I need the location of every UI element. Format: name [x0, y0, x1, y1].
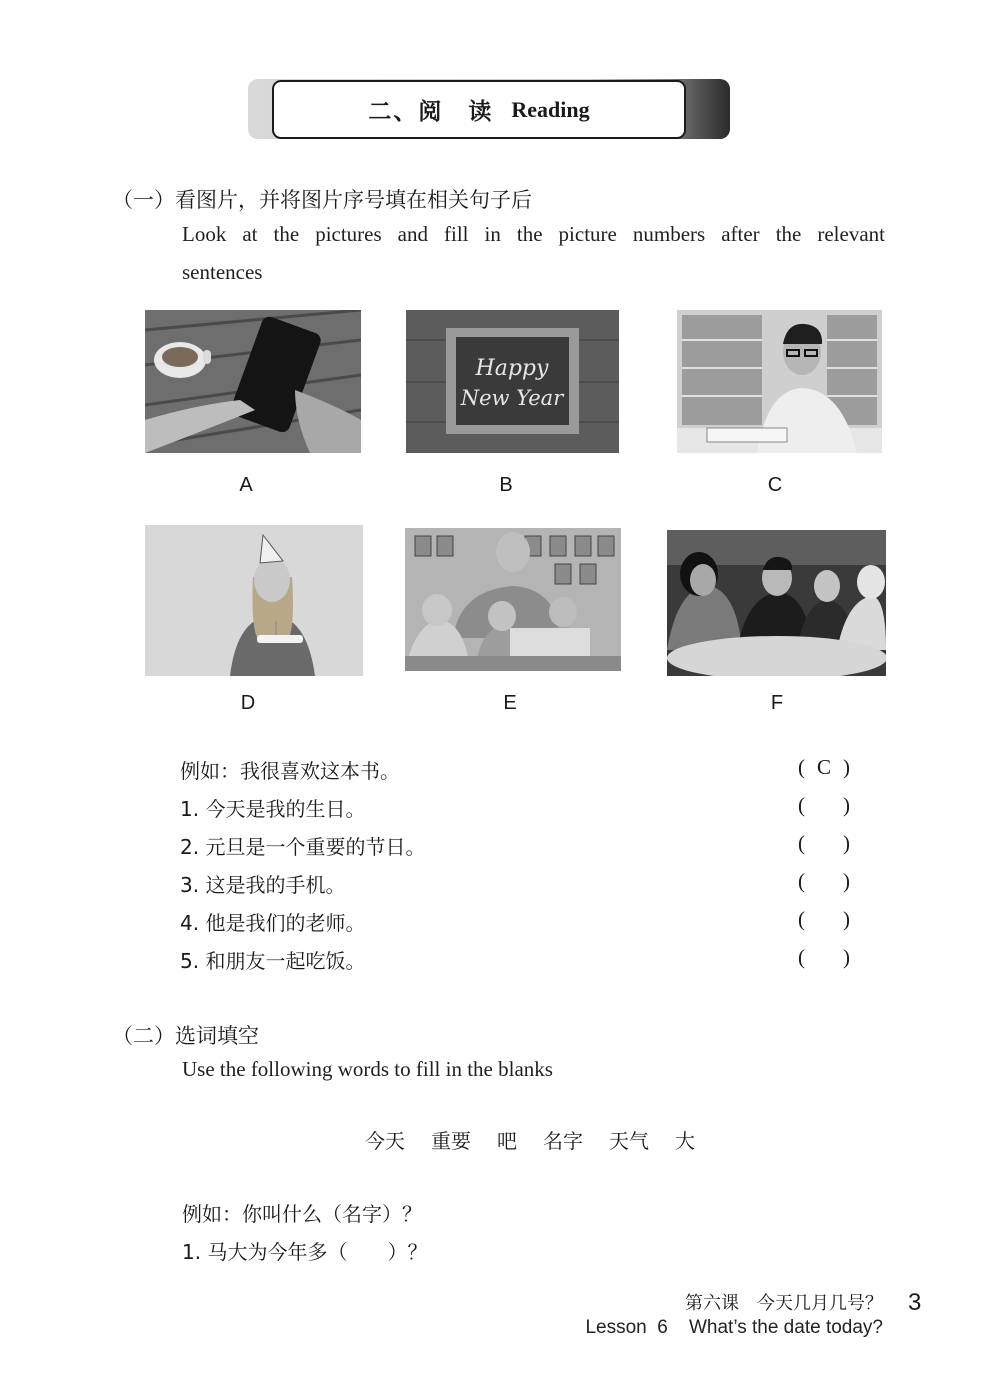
- banner-title-cn: 二、阅 读: [368, 99, 494, 125]
- chalkboard-text-1: Happy: [475, 356, 549, 381]
- part1-question-example: [180, 755, 850, 789]
- word-bank-item: 名字: [543, 1129, 583, 1153]
- footer-lesson-cn: 第六课 今天几月几号？: [685, 1293, 883, 1314]
- part1-heading: （一）看图片，并将图片序号填在相关句子后: [112, 188, 532, 212]
- part1-question-4: [180, 907, 850, 941]
- answer-blank[interactable]: ( ): [798, 793, 850, 817]
- part1-question-1: [180, 793, 850, 827]
- answer-blank[interactable]: ( ): [798, 869, 850, 893]
- part1-instruction-line1: Look at the pictures and fill in the picture numbers after the relevant: [182, 222, 885, 246]
- question-text: 2. 元旦是一个重要的节日。: [180, 835, 426, 859]
- question-text: 3. 这是我的手机。: [180, 873, 346, 897]
- picture-e: [405, 528, 621, 671]
- answer-blank[interactable]: ( ): [798, 831, 850, 855]
- part1-question-2: [180, 831, 850, 865]
- word-bank-item: 大: [675, 1129, 695, 1153]
- question-text: 1. 今天是我的生日。: [180, 797, 366, 821]
- picture-label-c: C: [767, 474, 783, 496]
- picture-label-d: D: [240, 692, 256, 714]
- picture-label-a: A: [239, 474, 253, 496]
- question-text: 5. 和朋友一起吃饭。: [180, 949, 366, 973]
- picture-a: [145, 310, 361, 453]
- question-text: 例如：我很喜欢这本书。: [180, 759, 400, 783]
- part2-instruction: Use the following words to fill in the blanks: [182, 1057, 553, 1081]
- footer-lesson-en: Lesson 6 What’s the date today?: [585, 1317, 883, 1338]
- answer-blank[interactable]: ( ): [798, 907, 850, 931]
- picture-label-e: E: [503, 692, 517, 714]
- picture-f: [667, 530, 886, 676]
- word-bank: [180, 1125, 880, 1157]
- answer-blank[interactable]: ( C ): [798, 755, 850, 779]
- answer-blank[interactable]: ( ): [798, 945, 850, 969]
- banner-title-en: Reading: [511, 96, 590, 122]
- section-banner: [272, 80, 686, 139]
- word-bank-item: 天气: [609, 1129, 649, 1153]
- part2-question-1[interactable]: 1. 马大为今年多（ ）？: [182, 1240, 428, 1264]
- answer-value: C: [816, 755, 831, 779]
- part2-heading: （二）选词填空: [112, 1024, 259, 1048]
- picture-c: [677, 310, 882, 453]
- word-bank-item: 吧: [497, 1129, 517, 1153]
- page-number: 3: [908, 1289, 922, 1316]
- part1-instruction-line2: sentences: [182, 260, 263, 284]
- picture-b: [406, 310, 619, 453]
- chalkboard-text-2: New Year: [460, 386, 564, 410]
- word-bank-item: 重要: [431, 1129, 471, 1153]
- picture-label-b: B: [499, 474, 513, 496]
- word-bank-item: 今天: [365, 1129, 405, 1153]
- part1-question-3: [180, 869, 850, 903]
- picture-d: [145, 525, 363, 676]
- part1-question-5: [180, 945, 850, 979]
- picture-label-f: F: [770, 692, 784, 714]
- part2-question-example: 例如：你叫什么（名字）？: [182, 1202, 422, 1226]
- question-text: 4. 他是我们的老师。: [180, 911, 366, 935]
